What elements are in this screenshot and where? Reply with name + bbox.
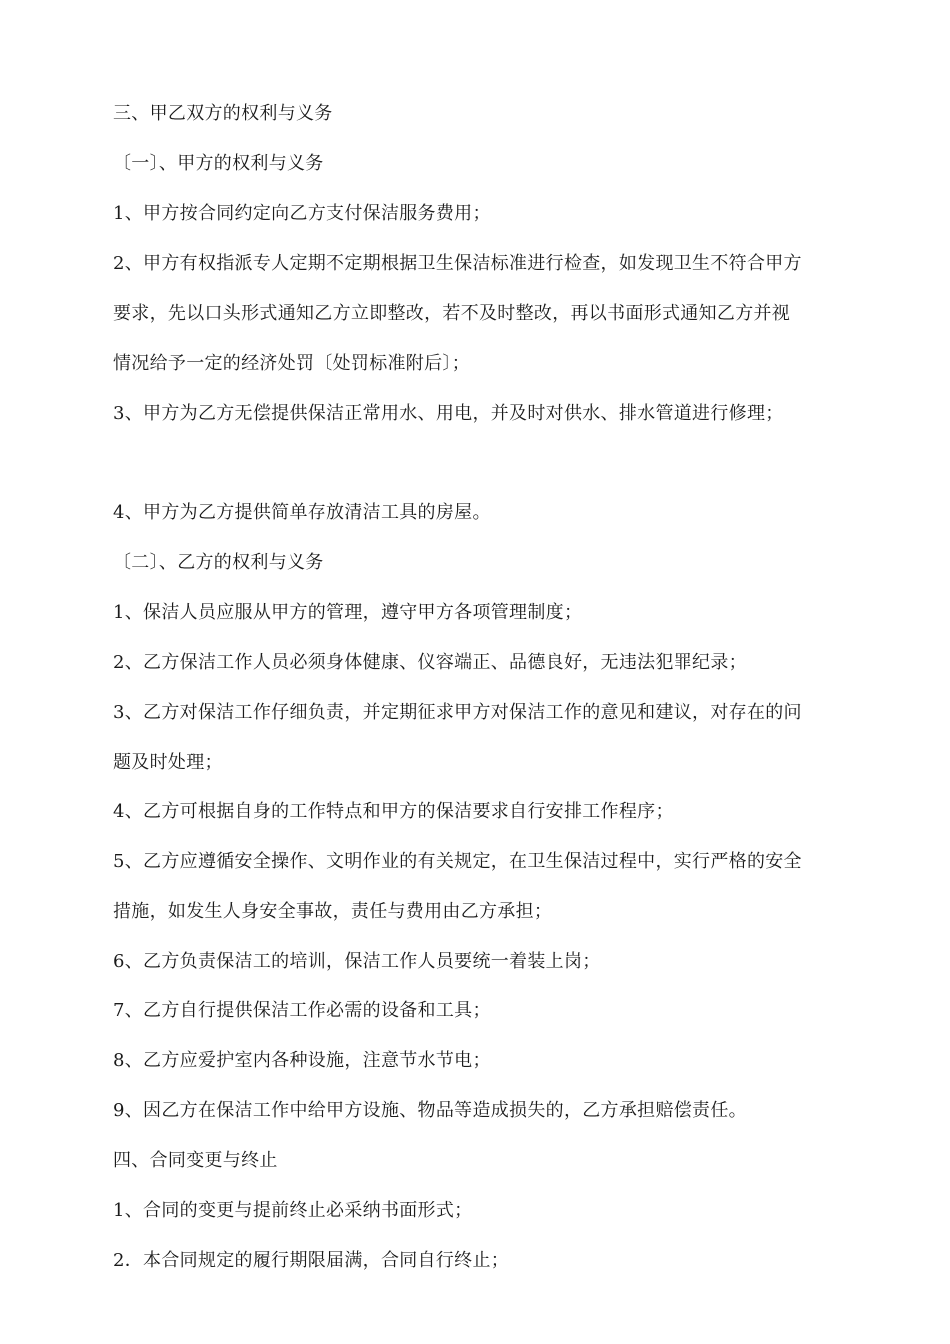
paragraph-line: 要求，先以口头形式通知乙方立即整改，若不及时整改，再以书面形式通知乙方并视 bbox=[113, 303, 791, 324]
paragraph-line: 1、保洁人员应服从甲方的管理，遵守甲方各项管理制度； bbox=[113, 602, 583, 623]
paragraph-line: 6、乙方负责保洁工的培训，保洁工作人员要统一着装上岗； bbox=[113, 951, 601, 972]
paragraph-line: 措施，如发生人身安全事故，责任与费用由乙方承担； bbox=[113, 901, 553, 922]
paragraph-line: 9、因乙方在保洁工作中给甲方设施、物品等造成损失的，乙方承担赔偿责任。 bbox=[113, 1100, 747, 1121]
subsection-heading-party-b: 〔二〕、乙方的权利与义务 bbox=[113, 552, 324, 573]
paragraph-line: 8、乙方应爱护室内各种设施，注意节水节电； bbox=[113, 1050, 491, 1071]
paragraph-line: 3、甲方为乙方无偿提供保洁正常用水、用电，并及时对供水、排水管道进行修理； bbox=[113, 403, 784, 424]
paragraph-line: 1、甲方按合同约定向乙方支付保洁服务费用； bbox=[113, 203, 491, 224]
paragraph-line: 4、甲方为乙方提供简单存放清洁工具的房屋。 bbox=[113, 502, 491, 523]
paragraph-line: 题及时处理； bbox=[113, 752, 223, 773]
paragraph-line: 情况给予一定的经济处罚〔处罚标准附后〕； bbox=[113, 353, 470, 374]
paragraph-line: 1、合同的变更与提前终止必采纳书面形式； bbox=[113, 1200, 473, 1221]
paragraph-line: 2、甲方有权指派专人定期不定期根据卫生保洁标准进行检查，如发现卫生不符合甲方 bbox=[113, 253, 802, 274]
paragraph-line: 2．本合同规定的履行期限届满，合同自行终止； bbox=[113, 1250, 510, 1271]
paragraph-line: 5、乙方应遵循安全操作、文明作业的有关规定，在卫生保洁过程中，实行严格的安全 bbox=[113, 851, 802, 872]
paragraph-line: 3、乙方对保洁工作仔细负责，并定期征求甲方对保洁工作的意见和建议，对存在的问 bbox=[113, 702, 802, 723]
section-heading-rights-obligations: 三、甲乙双方的权利与义务 bbox=[113, 103, 333, 124]
subsection-heading-party-a: 〔一〕、甲方的权利与义务 bbox=[113, 153, 324, 174]
paragraph-line: 2、乙方保洁工作人员必须身体健康、仪容端正、品德良好，无违法犯罪纪录； bbox=[113, 652, 747, 673]
section-heading-contract-change: 四、合同变更与终止 bbox=[113, 1150, 278, 1171]
paragraph-line: 4、乙方可根据自身的工作特点和甲方的保洁要求自行安排工作程序； bbox=[113, 801, 674, 822]
paragraph-line: 7、乙方自行提供保洁工作必需的设备和工具； bbox=[113, 1000, 491, 1021]
